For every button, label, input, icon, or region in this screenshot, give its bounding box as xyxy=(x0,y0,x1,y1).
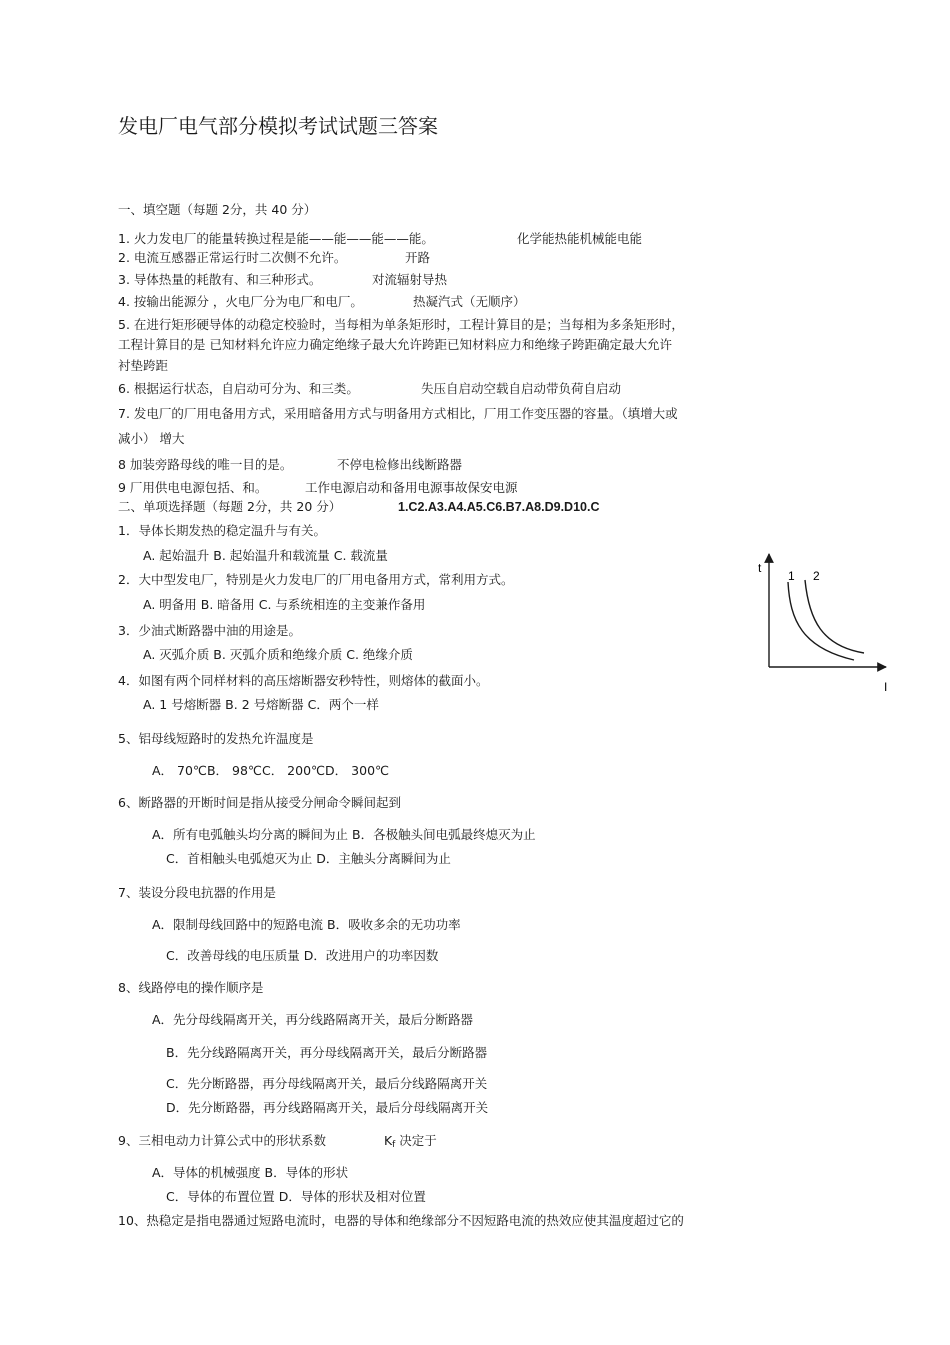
fill-q6: 6. 根据运行状态，自启动可分为、和三类。 xyxy=(118,381,359,396)
choice-q2: 2．大中型发电厂，特别是火力发电厂的厂用电备用方式，常利用方式。 xyxy=(118,572,514,587)
fill-q5-line2: 工程计算目的是 已知材料允许应力确定绝缘子最大允许跨距已知材料应力和绝缘子跨距确定最大允许 xyxy=(118,337,672,352)
fill-q1-answer: 化学能热能机械能电能 xyxy=(517,231,643,246)
choice-q7-option-cd: C．改善母线的电压质量 D．改进用户的功率因数 xyxy=(166,948,439,963)
section-2-answer-key: 1.C2.A3.A4.A5.C6.B7.A8.D9.D10.C xyxy=(398,500,600,514)
y-axis-label: t xyxy=(758,561,762,575)
choice-q7-option-ab: A．限制母线回路中的短路电流 B．吸收多余的无功功率 xyxy=(152,917,461,932)
choice-q7: 7、装设分段电抗器的作用是 xyxy=(118,885,276,900)
fill-q7-line2: 减小） 增大 xyxy=(118,431,185,446)
fill-q3-answer: 对流辐射导热 xyxy=(372,272,448,287)
choice-q5: 5、铝母线短路时的发热允许温度是 xyxy=(118,731,314,746)
curve-1-label: 1 xyxy=(788,569,795,583)
choice-q4: 4．如图有两个同样材料的高压熔断器安秒特性，则熔体的截面小。 xyxy=(118,673,489,688)
fill-q8-answer: 不停电检修出线断路器 xyxy=(337,457,463,472)
fuse-characteristic-figure xyxy=(752,550,892,695)
choice-q4-options: A. 1 号熔断器 B. 2 号熔断器 C．两个一样 xyxy=(143,697,379,712)
fill-q1: 1. 火力发电厂的能量转换过程是能——能——能——能。 xyxy=(118,231,434,246)
choice-q9 xyxy=(118,1133,437,1153)
choice-q6: 6、断路器的开断时间是指从接受分闸命令瞬间起到 xyxy=(118,795,401,810)
choice-q5-options: A． 70℃B． 98℃C． 200℃D． 300℃ xyxy=(152,763,390,778)
shape-factor-k: K xyxy=(383,1133,393,1148)
choice-q8-option-b: B．先分线路隔离开关，再分母线隔离开关，最后分断路器 xyxy=(166,1045,488,1060)
shape-factor-symbol xyxy=(384,1133,395,1148)
choice-q1-options: A. 起始温升 B. 起始温升和载流量 C. 载流量 xyxy=(143,548,388,563)
fill-q7-line1: 7. 发电厂的厂用电备用方式，采用暗备用方式与明备用方式相比，厂用工作变压器的容量。（填增大或 xyxy=(118,406,678,421)
choice-q6-option-ab: A．所有电弧触头均分离的瞬间为止 B．各极触头间电弧最终熄灭为止 xyxy=(152,827,536,842)
fill-q5-line3: 衬垫跨距 xyxy=(118,358,169,373)
section-2-header: 二、单项选择题（每题 2分，共 20 分） xyxy=(118,499,342,514)
fill-q9-answer: 工作电源启动和备用电源事故保安电源 xyxy=(305,480,518,495)
x-axis-label: I xyxy=(884,680,888,694)
curve-2-label: 2 xyxy=(813,569,820,583)
shape-factor-subscript: f xyxy=(392,1140,396,1150)
document-title: 发电厂电气部分模拟考试试题三答案 xyxy=(118,114,438,138)
choice-q3: 3．少油式断路器中油的用途是。 xyxy=(118,623,301,638)
fill-q4: 4. 按输出能源分 ，火电厂分为电厂和电厂。 xyxy=(118,294,363,309)
fill-q2: 2. 电流互感器正常运行时二次侧不允许。 xyxy=(118,250,347,265)
section-1-header: 一、填空题（每题 2分，共 40 分） xyxy=(118,202,317,217)
choice-q9-text: 9、三相电动力计算公式中的形状系数 xyxy=(118,1133,326,1148)
fill-q5-line1: 5. 在进行矩形硬导体的动稳定校验时，当每相为单条矩形时，工程计算目的是；当每相为多条矩形时， xyxy=(118,317,684,332)
choice-q9-option-ab: A．导体的机械强度 B．导体的形状 xyxy=(152,1165,349,1180)
fill-q2-answer: 开路 xyxy=(405,250,431,265)
fill-q8: 8 加装旁路母线的唯一目的是。 xyxy=(118,457,293,472)
choice-q8-option-a: A．先分母线隔离开关，再分线路隔离开关，最后分断路器 xyxy=(152,1012,474,1027)
choice-q3-options: A. 灭弧介质 B. 灭弧介质和绝缘介质 C. 绝缘介质 xyxy=(143,647,413,662)
choice-q9-text-after: 决定于 xyxy=(399,1133,437,1148)
fill-q9: 9 厂用供电电源包括、和。 xyxy=(118,480,268,495)
choice-q6-option-cd: C．首相触头电弧熄灭为止 D．主触头分离瞬间为止 xyxy=(166,851,451,866)
fill-q4-answer: 热凝汽式（无顺序） xyxy=(413,294,526,309)
curve-1 xyxy=(788,582,854,660)
fill-q6-answer: 失压自启动空载自启动带负荷自启动 xyxy=(421,381,622,396)
choice-q9-option-cd: C．导体的布置位置 D．导体的形状及相对位置 xyxy=(166,1189,426,1204)
choice-q8: 8、线路停电的操作顺序是 xyxy=(118,980,264,995)
choice-q8-option-d: D．先分断路器，再分线路隔离开关，最后分母线隔离开关 xyxy=(166,1100,489,1115)
fill-q3: 3. 导体热量的耗散有、和三种形式。 xyxy=(118,272,322,287)
choice-q10: 10、热稳定是指电器通过短路电流时，电器的导体和绝缘部分不因短路电流的热效应使其温度超过它的 xyxy=(118,1213,684,1228)
choice-q2-options: A. 明备用 B. 暗备用 C. 与系统相连的主变兼作备用 xyxy=(143,597,426,612)
choice-q8-option-c: C．先分断路器，再分母线隔离开关，最后分线路隔离开关 xyxy=(166,1076,488,1091)
choice-q1: 1．导体长期发热的稳定温升与有关。 xyxy=(118,523,326,538)
